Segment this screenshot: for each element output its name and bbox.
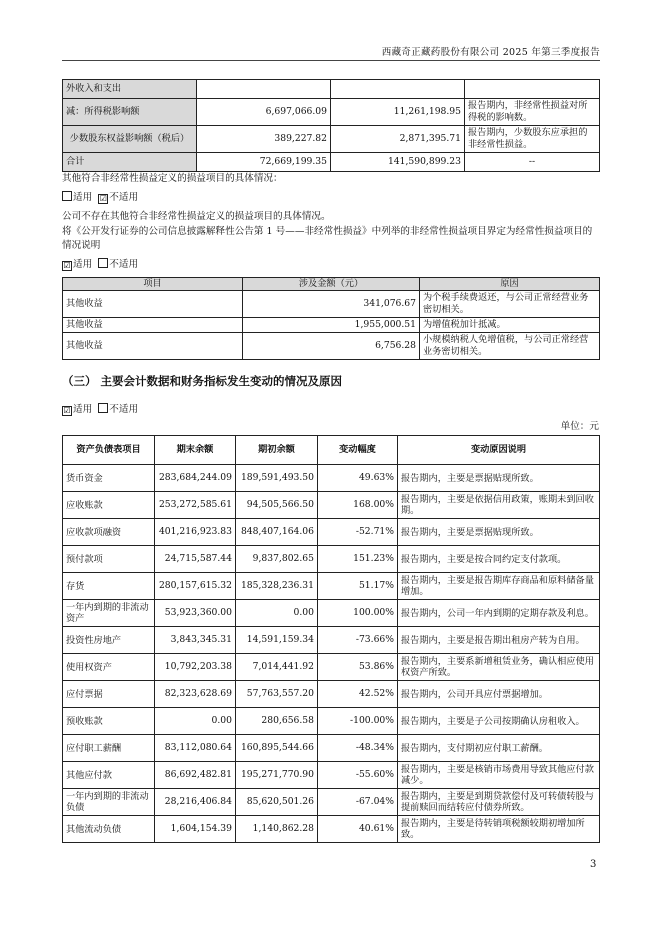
- table-row: [63, 291, 600, 318]
- change-rate-cell: -48.34%: [318, 735, 398, 762]
- checkbox-applicable[interactable]: ☑: [63, 261, 71, 270]
- reason-cell: 报告期内，主要是票据贴现所致。: [398, 519, 600, 546]
- begin-balance-cell: 14,591,159.34: [236, 627, 318, 654]
- reason-cell: 小规模纳税人免增值税，与公司正常经营业务密切相关。: [420, 333, 600, 360]
- end-balance-cell: 0.00: [155, 708, 236, 735]
- end-balance-cell: 28,216,406.84: [155, 789, 236, 816]
- end-balance-cell: 24,715,587.44: [155, 546, 236, 573]
- begin-balance-cell: 280,656.58: [236, 708, 318, 735]
- reason-cell: 为增值税加计抵减。: [420, 318, 600, 333]
- current-period-value: 389,227.82: [197, 126, 331, 153]
- end-balance-cell: 1,604,154.39: [155, 816, 236, 843]
- item-cell: 其他收益: [63, 318, 243, 333]
- change-rate-cell: 53.86%: [318, 654, 398, 681]
- begin-balance-cell: 7,014,441.92: [236, 654, 318, 681]
- note-cell: [465, 80, 600, 99]
- column-header: 涉及金额（元）: [243, 278, 420, 291]
- reason-cell: 报告期内，支付期初应付职工薪酬。: [398, 735, 600, 762]
- end-balance-cell: 280,157,615.32: [155, 573, 236, 600]
- begin-balance-cell: 185,328,236.31: [236, 573, 318, 600]
- table-row: [63, 99, 600, 126]
- begin-balance-cell: 0.00: [236, 600, 318, 627]
- change-rate-cell: 49.63%: [318, 465, 398, 492]
- note-cell: --: [465, 153, 600, 172]
- checkbox-not-applicable[interactable]: [98, 403, 108, 413]
- change-rate-cell: 51.17%: [318, 573, 398, 600]
- item-cell: 货币资金: [63, 465, 155, 492]
- reason-cell: 为个税手续费返还，与公司正常经营业务密切相关。: [420, 291, 600, 318]
- end-balance-cell: 82,323,628.69: [155, 681, 236, 708]
- page-number: 3: [590, 859, 597, 870]
- change-rate-cell: -67.04%: [318, 789, 398, 816]
- reason-cell: 报告期内，主要是报告期库存商品和原料储备量增加。: [398, 573, 600, 600]
- table-row: [63, 789, 600, 816]
- ytd-value: 2,871,395.71: [331, 126, 465, 153]
- reason-cell: 报告期内，公司开具应付票据增加。: [398, 681, 600, 708]
- reason-cell: 报告期内，主要是票据贴现所致。: [398, 465, 600, 492]
- item-cell: 存货: [63, 573, 155, 600]
- reason-cell: 报告期内，主要是到期贷款偿付及可转债转股与提前赎回而结转应付债券所致。: [398, 789, 600, 816]
- table-row: [63, 600, 600, 627]
- amount-cell: 1,955,000.51: [243, 318, 420, 333]
- end-balance-cell: 86,692,482.81: [155, 762, 236, 789]
- table-row: [63, 708, 600, 735]
- note-cell: 报告期内，非经常性损益对所得税的影响数。: [465, 99, 600, 126]
- item-cell: 预收账款: [63, 708, 155, 735]
- row-label: 减：所得税影响额: [63, 99, 197, 126]
- change-rate-cell: 151.23%: [318, 546, 398, 573]
- end-balance-cell: 253,272,585.61: [155, 492, 236, 519]
- column-header: 变动幅度: [318, 436, 398, 465]
- reclass-description: 将《公开发行证券的公司信息披露解释性公告第 1 号——非经常性损益》中列举的非经常性损益项目界定为经常性损益项目的情况说明: [62, 226, 593, 251]
- table-row: [63, 573, 600, 600]
- table-row: [63, 318, 600, 333]
- change-rate-cell: 168.00%: [318, 492, 398, 519]
- begin-balance-cell: 1,140,862.28: [236, 816, 318, 843]
- table-row: [63, 333, 600, 360]
- end-balance-cell: 83,112,080.64: [155, 735, 236, 762]
- ytd-value: 141,590,899.23: [331, 153, 465, 172]
- item-cell: 应付票据: [63, 681, 155, 708]
- checkbox-applicable[interactable]: [62, 191, 72, 201]
- table-row: [63, 80, 600, 99]
- reason-cell: 报告期内，主要是子公司按期确认房租收入。: [398, 708, 600, 735]
- other-items-note: 其他符合非经常性损益定义的损益项目的具体情况：: [62, 173, 283, 184]
- column-header: 原因: [420, 278, 600, 291]
- change-rate-cell: -100.00%: [318, 708, 398, 735]
- applicability-check-3: ☑ 适用 不适用: [63, 404, 139, 415]
- item-cell: 应收账款: [63, 492, 155, 519]
- row-label: 合计: [63, 153, 197, 172]
- table-row: [63, 735, 600, 762]
- table-row: [63, 627, 600, 654]
- column-header: 期末余额: [155, 436, 236, 465]
- column-header: 期初余额: [236, 436, 318, 465]
- reason-cell: 报告期内，公司一年内到期的定期存款及利息。: [398, 600, 600, 627]
- nonrecurring-table: [62, 79, 600, 172]
- reclass-table: [62, 277, 600, 360]
- item-cell: 应付职工薪酬: [63, 735, 155, 762]
- table-row: [63, 465, 600, 492]
- end-balance-cell: 53,923,360.00: [155, 600, 236, 627]
- applicability-check-1: 适用 ☑ 不适用: [62, 191, 138, 205]
- checkbox-not-applicable[interactable]: ☑: [99, 194, 107, 203]
- item-cell: 应收款项融资: [63, 519, 155, 546]
- amount-cell: 341,076.67: [243, 291, 420, 318]
- end-balance-cell: 10,792,203.38: [155, 654, 236, 681]
- reason-cell: 报告期内，主要是待转销项税额较期初增加所致。: [398, 816, 600, 843]
- ytd-value: [331, 80, 465, 99]
- checkbox-applicable[interactable]: ☑: [63, 406, 71, 415]
- begin-balance-cell: 94,505,566.50: [236, 492, 318, 519]
- reason-cell: 报告期内，主要系新增租赁业务，确认相应使用权资产所致。: [398, 654, 600, 681]
- current-period-value: 6,697,066.09: [197, 99, 331, 126]
- row-label: 少数股东权益影响额（税后）: [63, 126, 197, 153]
- begin-balance-cell: 160,895,544.66: [236, 735, 318, 762]
- item-cell: 一年内到期的非流动负债: [63, 789, 155, 816]
- change-rate-cell: 40.61%: [318, 816, 398, 843]
- item-cell: 其他收益: [63, 291, 243, 318]
- item-cell: 预付款项: [63, 546, 155, 573]
- amount-cell: 6,756.28: [243, 333, 420, 360]
- begin-balance-cell: 85,620,501.26: [236, 789, 318, 816]
- checkbox-not-applicable[interactable]: [98, 258, 108, 268]
- note-cell: 报告期内，少数股东应承担的非经常性损益。: [465, 126, 600, 153]
- current-period-value: 72,669,199.35: [197, 153, 331, 172]
- item-cell: 一年内到期的非流动资产: [63, 600, 155, 627]
- applicability-check-2: ☑ 适用 不适用: [63, 259, 139, 270]
- header-divider: [62, 60, 600, 61]
- unit-label: 单位：元: [560, 421, 599, 432]
- table-row: [63, 492, 600, 519]
- begin-balance-cell: 195,271,770.90: [236, 762, 318, 789]
- table-row: [63, 762, 600, 789]
- item-cell: 使用权资产: [63, 654, 155, 681]
- begin-balance-cell: 848,407,164.06: [236, 519, 318, 546]
- ytd-value: 11,261,198.95: [331, 99, 465, 126]
- reason-cell: 报告期内，主要是报告期出租房产转为自用。: [398, 627, 600, 654]
- column-header: 项目: [63, 278, 243, 291]
- current-period-value: [197, 80, 331, 99]
- table-row: [63, 654, 600, 681]
- change-rate-cell: -52.71%: [318, 519, 398, 546]
- table-row: [63, 681, 600, 708]
- row-label: 外收入和支出: [63, 80, 197, 99]
- reason-cell: 报告期内，主要是核销市场费用导致其他应付款减少。: [398, 762, 600, 789]
- end-balance-cell: 3,843,345.31: [155, 627, 236, 654]
- table-row: [63, 153, 600, 172]
- column-header: 变动原因说明: [398, 436, 600, 465]
- change-rate-cell: 42.52%: [318, 681, 398, 708]
- begin-balance-cell: 9,837,802.65: [236, 546, 318, 573]
- item-cell: 其他流动负债: [63, 816, 155, 843]
- table-row: [63, 519, 600, 546]
- no-other-items-text: 公司不存在其他符合非经常性损益定义的损益项目的具体情况。: [62, 211, 331, 222]
- table-row: [63, 816, 600, 843]
- begin-balance-cell: 189,591,493.50: [236, 465, 318, 492]
- column-header: 资产负债表项目: [63, 436, 155, 465]
- change-rate-cell: 100.00%: [318, 600, 398, 627]
- table-row: [63, 126, 600, 153]
- change-rate-cell: -73.66%: [318, 627, 398, 654]
- item-cell: 投资性房地产: [63, 627, 155, 654]
- end-balance-cell: 401,216,923.83: [155, 519, 236, 546]
- section-heading: （三） 主要会计数据和财务指标发生变动的情况及原因: [62, 374, 343, 388]
- end-balance-cell: 283,684,244.09: [155, 465, 236, 492]
- item-cell: 其他收益: [63, 333, 243, 360]
- reason-cell: 报告期内，主要是依据信用政策，账期未到回收期。: [398, 492, 600, 519]
- balance-change-table: [62, 435, 600, 843]
- reason-cell: 报告期内，主要是按合同约定支付款项。: [398, 546, 600, 573]
- table-row: [63, 546, 600, 573]
- begin-balance-cell: 57,763,557.20: [236, 681, 318, 708]
- change-rate-cell: -55.60%: [318, 762, 398, 789]
- page-header: 西藏奇正藏药股份有限公司 2025 年第三季度报告: [381, 47, 600, 58]
- item-cell: 其他应付款: [63, 762, 155, 789]
